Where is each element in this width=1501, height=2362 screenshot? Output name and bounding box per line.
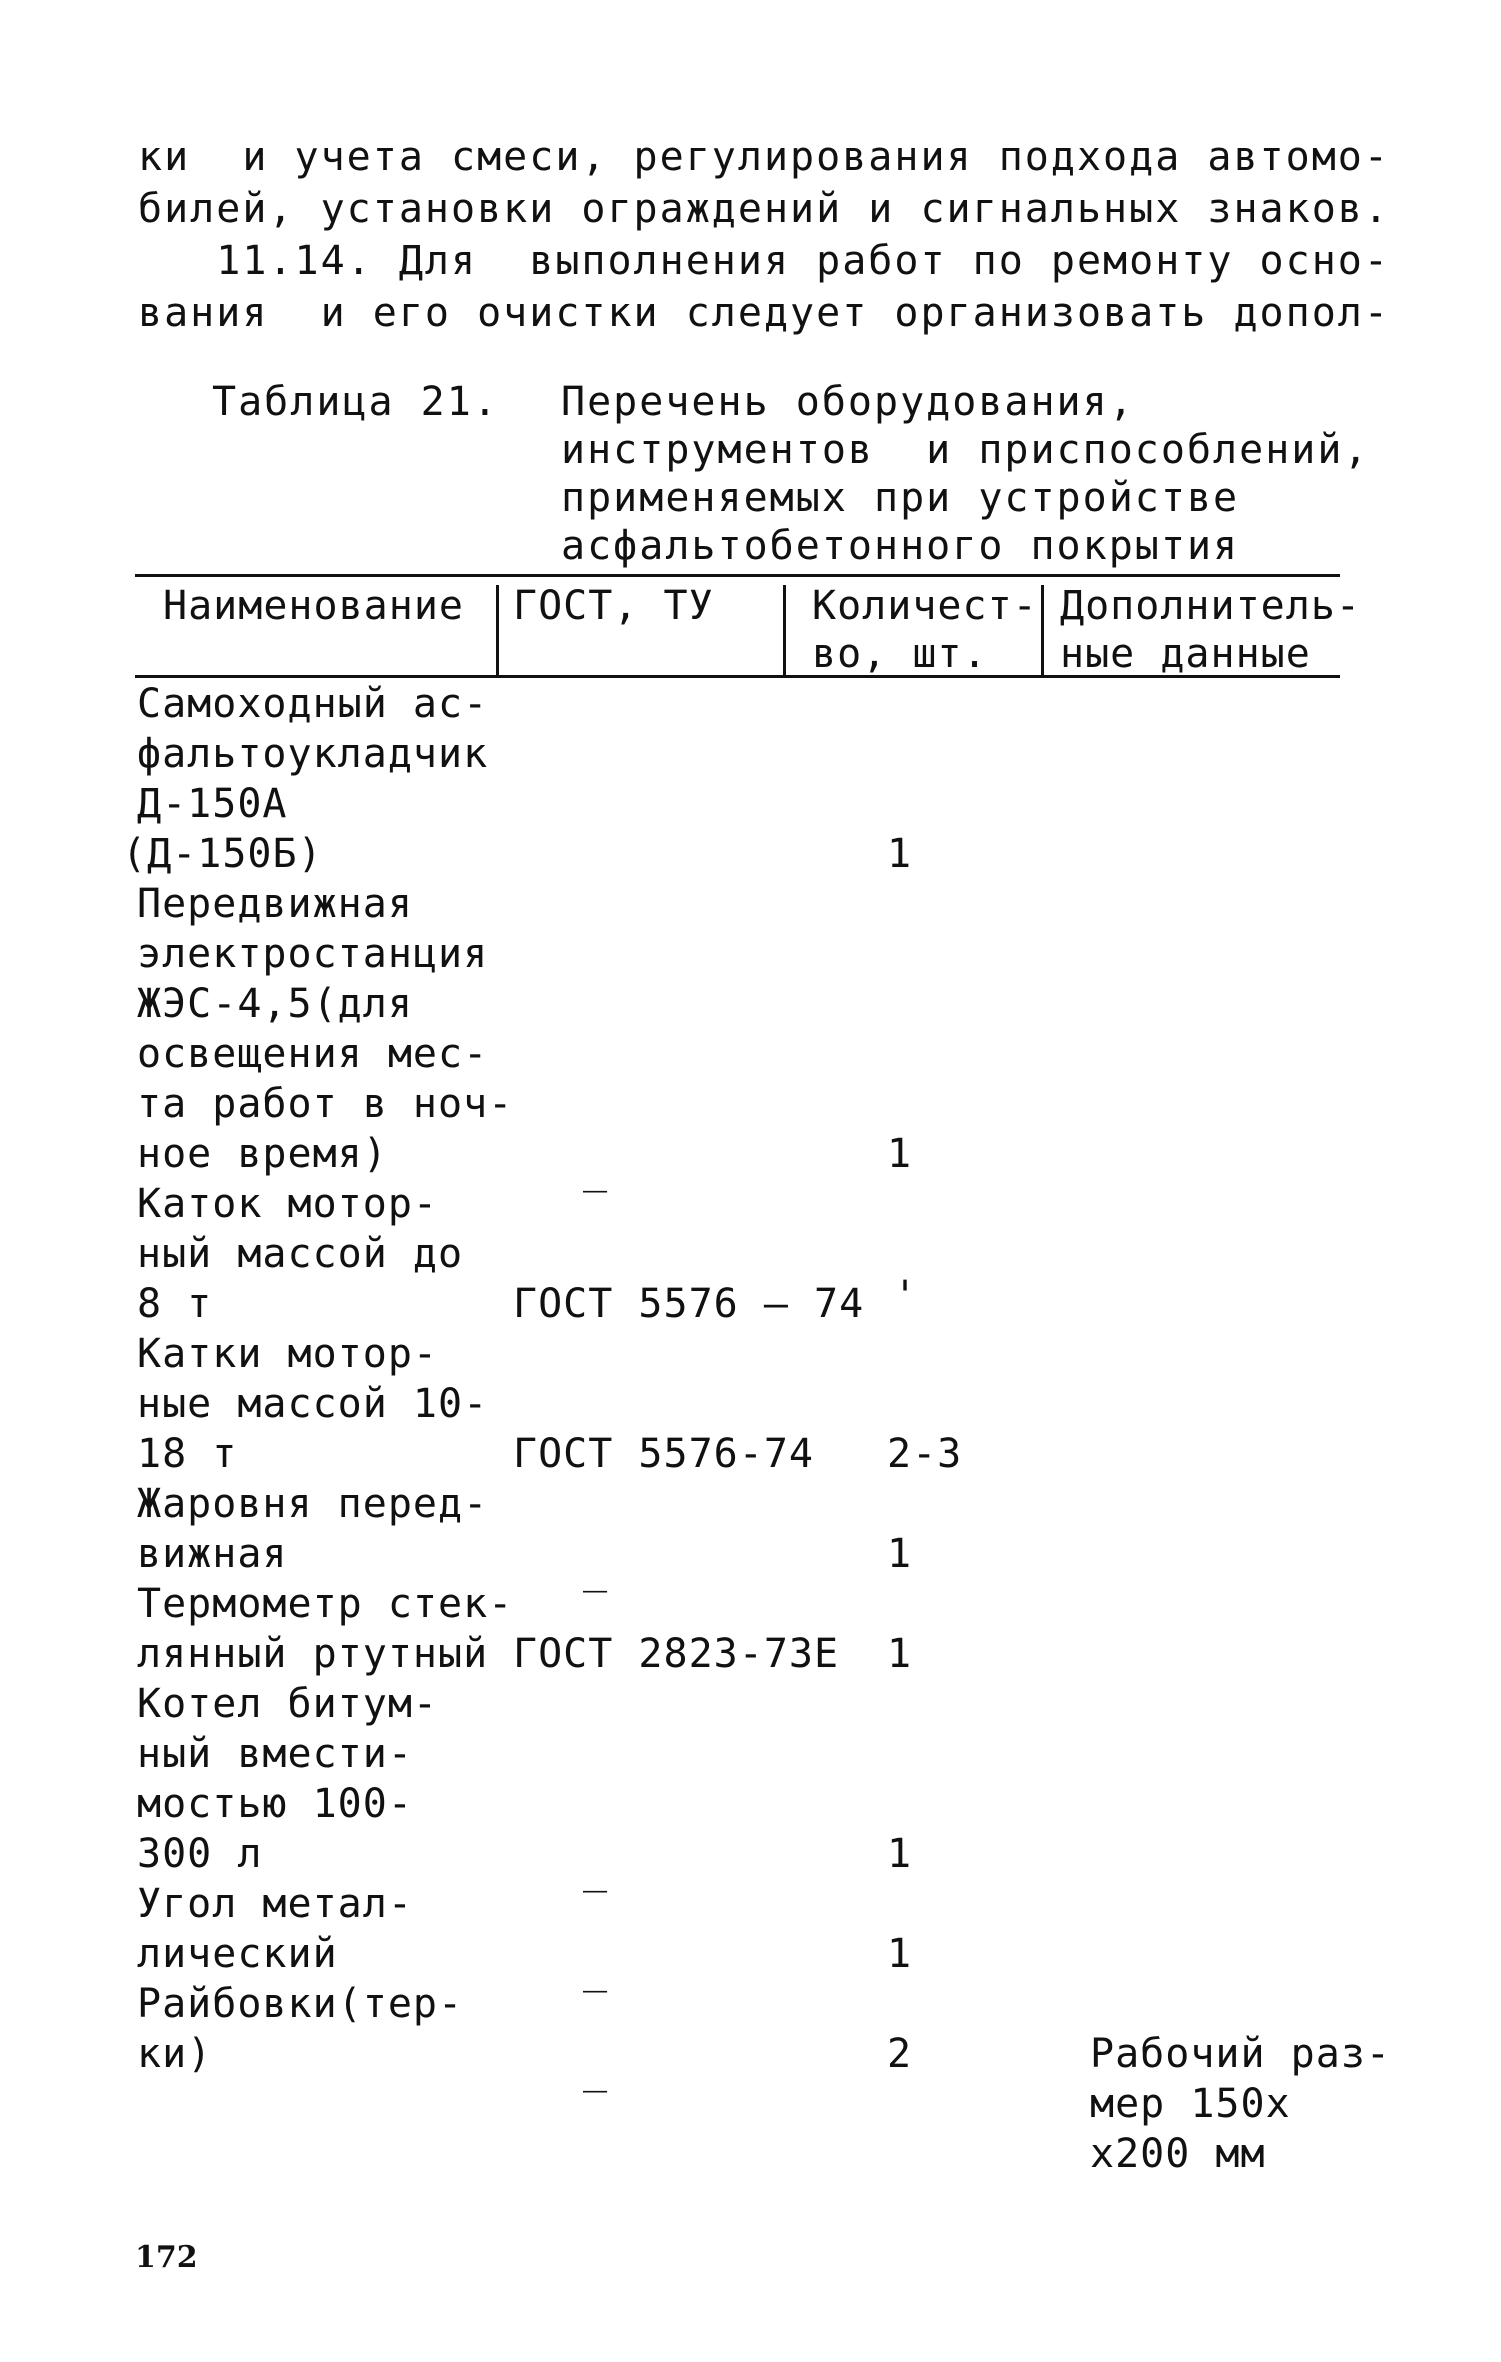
row-quantity: ' bbox=[893, 1273, 919, 1319]
row-name: (Д-150Б) bbox=[122, 831, 323, 877]
page-number: 172 bbox=[135, 2240, 198, 2275]
row-name: Каток мотор- bbox=[137, 1181, 438, 1227]
row-gost: _ bbox=[583, 2047, 608, 2093]
header-gost: ГОСТ, ТУ bbox=[513, 583, 714, 629]
row-quantity: 2 bbox=[887, 2031, 913, 2077]
row-quantity: 1 bbox=[887, 1631, 913, 1677]
header-quantity: во, шт. bbox=[812, 631, 988, 677]
row-name: Д-150А bbox=[137, 781, 288, 827]
row-name: Катки мотор- bbox=[137, 1331, 438, 1377]
row-gost: _ bbox=[583, 1147, 608, 1193]
row-quantity: 1 bbox=[887, 1931, 913, 1977]
header-extra: Дополнитель- bbox=[1060, 583, 1361, 629]
row-name: Жаровня перед- bbox=[137, 1481, 489, 1527]
row-name: ки) bbox=[137, 2031, 213, 2077]
row-gost: _ bbox=[583, 1947, 608, 1993]
column-divider bbox=[1041, 585, 1044, 675]
header-extra: ные данные bbox=[1060, 631, 1311, 677]
row-gost: _ bbox=[583, 1547, 608, 1593]
row-extra: Рабочий раз- bbox=[1090, 2031, 1391, 2077]
row-extra: х200 мм bbox=[1090, 2131, 1266, 2177]
row-quantity: 2-3 bbox=[887, 1431, 963, 1477]
row-name: вижная bbox=[137, 1531, 288, 1577]
table-caption-label: Таблица 21. bbox=[212, 379, 499, 425]
row-quantity: 1 bbox=[887, 1831, 913, 1877]
table-caption-line: Перечень оборудования, bbox=[561, 379, 1135, 425]
column-divider bbox=[783, 585, 786, 675]
row-name: Передвижная bbox=[137, 881, 413, 927]
row-gost: ГОСТ 5576 – 74 bbox=[513, 1281, 865, 1327]
row-gost: ГОСТ 2823-73Е bbox=[513, 1631, 840, 1677]
row-name: электростанция bbox=[137, 931, 489, 977]
row-name: ный вмести- bbox=[137, 1731, 413, 1777]
row-name: ные массой 10- bbox=[137, 1381, 489, 1427]
table-caption-line: асфальтобетонного покрытия bbox=[561, 523, 1240, 569]
column-divider bbox=[496, 585, 499, 675]
table-top-rule bbox=[135, 574, 1340, 577]
row-name: Самоходный ас- bbox=[137, 681, 489, 727]
row-name: лянный ртутный bbox=[137, 1631, 489, 1677]
header-name: Наименование bbox=[163, 583, 464, 629]
paragraph-line: билей, установки ограждений и сигнальных знаков. bbox=[138, 186, 1390, 232]
row-name: фальтоукладчик bbox=[137, 731, 489, 777]
row-name: ное время) bbox=[137, 1131, 388, 1177]
paragraph-line: ки и учета смеси, регулирования подхода автомо- bbox=[138, 134, 1390, 180]
row-name: Райбовки(тер- bbox=[137, 1981, 464, 2027]
row-name: мостью 100- bbox=[137, 1781, 413, 1827]
paragraph-line: вания и его очистки следует организовать допол- bbox=[138, 290, 1390, 336]
row-name: 18 т bbox=[137, 1431, 238, 1477]
row-name: Угол метал- bbox=[137, 1881, 413, 1927]
row-name: ный массой до bbox=[137, 1231, 464, 1277]
row-gost: ГОСТ 5576-74 bbox=[513, 1431, 814, 1477]
row-quantity: 1 bbox=[887, 831, 913, 877]
row-name: освещения мес- bbox=[137, 1031, 489, 1077]
row-extra: мер 150х bbox=[1090, 2081, 1291, 2127]
row-quantity: 1 bbox=[887, 1531, 913, 1577]
row-name: ЖЭС-4,5(для bbox=[137, 981, 413, 1027]
table-caption-line: инструментов и приспособлений, bbox=[561, 427, 1370, 473]
table-caption-line: применяемых при устройстве bbox=[561, 475, 1240, 521]
row-gost: _ bbox=[583, 1847, 608, 1893]
paragraph-line: 11.14. Для выполнения работ по ремонту осно- bbox=[138, 238, 1390, 284]
header-quantity: Количест- bbox=[812, 583, 1038, 629]
row-quantity: 1 bbox=[887, 1131, 913, 1177]
row-name: лический bbox=[137, 1931, 338, 1977]
row-name: 8 т bbox=[137, 1281, 213, 1327]
row-name: Котел битум- bbox=[137, 1681, 438, 1727]
row-name: та работ в ноч- bbox=[137, 1081, 514, 1127]
row-name: Термометр стек- bbox=[137, 1581, 514, 1627]
row-name: 300 л bbox=[137, 1831, 263, 1877]
